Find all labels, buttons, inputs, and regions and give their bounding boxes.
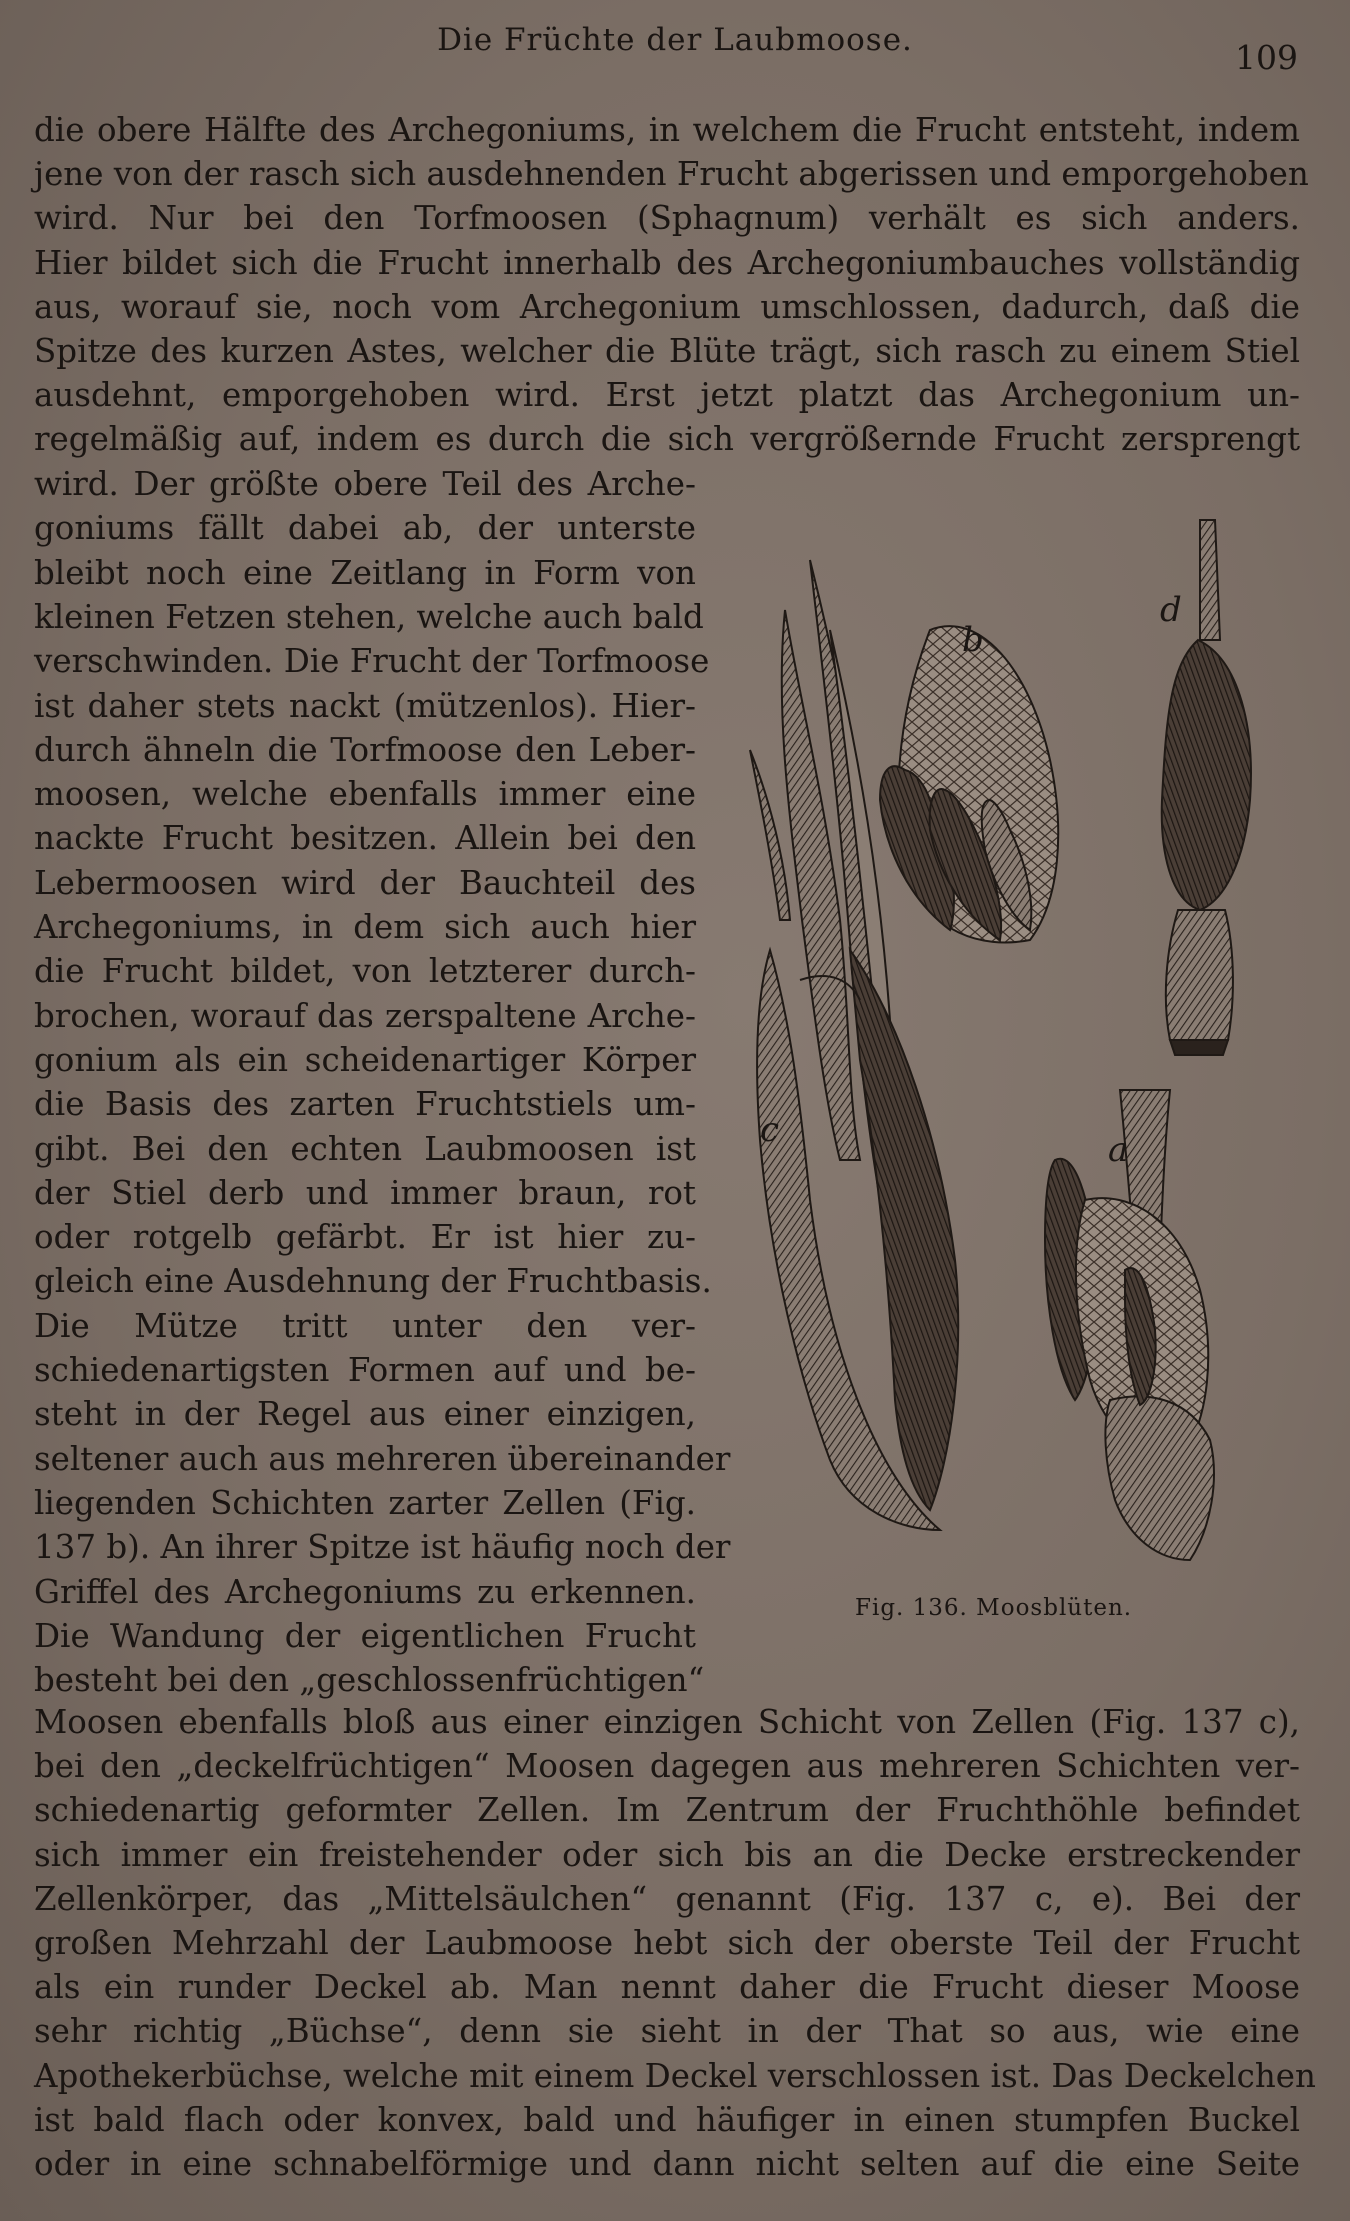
text-line: regelmäßig auf, indem es durch die sich vergrößernde Frucht zersprengt bbox=[34, 420, 1300, 459]
text-line: oder in eine schnabelförmige und dann nicht selten auf die eine Seite bbox=[34, 2145, 1300, 2183]
text-line: ist daher stets nackt (mützenlos). Hier- bbox=[34, 686, 696, 725]
text-line: besteht bei den „geschlossenfrüchtigen“ bbox=[34, 1661, 705, 1700]
text-line: Lebermoosen wird der Bauchteil des bbox=[34, 863, 696, 902]
text-line: schiedenartigsten Formen auf und be- bbox=[34, 1351, 696, 1389]
text-line: wird. Nur bei den Torfmoosen (Sphagnum) verhält es sich anders. bbox=[34, 199, 1300, 238]
text-line: steht in der Regel aus einer einzigen, bbox=[34, 1395, 696, 1434]
figure-part-a bbox=[1045, 1090, 1214, 1560]
figure-label-d: d bbox=[1160, 590, 1182, 630]
text-line: sich immer ein freistehender oder sich bis an die Decke erstreckender bbox=[34, 1835, 1300, 1874]
text-line: oder rotgelb gefärbt. Er ist hier zu- bbox=[34, 1218, 696, 1257]
text-line: moosen, welche ebenfalls immer eine bbox=[34, 775, 696, 814]
text-line: als ein runder Deckel ab. Man nennt daher die Frucht dieser Moose bbox=[34, 1968, 1300, 2007]
text-line: seltener auch aus mehreren übereinander bbox=[34, 1439, 731, 1478]
text-line: sehr richtig „Büchse“, denn sie sieht in der That so aus, wie eine bbox=[34, 2012, 1300, 2051]
text-line: gibt. Bei den echten Laubmoosen ist bbox=[34, 1129, 696, 1168]
text-line: Die Wandung der eigentlichen Frucht bbox=[34, 1616, 696, 1655]
text-line: Apothekerbüchse, welche mit einem Deckel verschlossen ist. Das Deckelchen bbox=[34, 2056, 1316, 2095]
figure-label-c: c bbox=[760, 1110, 780, 1150]
text-line: bei den „deckelfrüchtigen“ Moosen dagegen aus mehreren Schichten ver- bbox=[34, 1747, 1300, 1786]
text-line: brochen, worauf das zerspaltene Arche- bbox=[34, 996, 696, 1035]
text-line: Die Mütze tritt unter den ver- bbox=[34, 1306, 696, 1345]
text-line: nackte Frucht besitzen. Allein bei den bbox=[34, 819, 696, 858]
text-line: ausdehnt, emporgehoben wird. Erst jetzt platzt das Archegonium un- bbox=[34, 376, 1300, 415]
text-line: Zellenkörper, das „Mittelsäulchen“ genannt (Fig. 137 c, e). Bei der bbox=[34, 1879, 1300, 1918]
text-line: die Frucht bildet, von letzterer durch- bbox=[34, 952, 696, 991]
figure-part-b bbox=[880, 626, 1058, 942]
text-line: Spitze des kurzen Astes, welcher die Blüte trägt, sich rasch zu einem Stiel bbox=[34, 332, 1300, 370]
text-line: wird. Der größte obere Teil des Arche- bbox=[34, 465, 696, 503]
text-line: Archegoniums, in dem sich auch hier bbox=[34, 908, 696, 946]
page-number: 109 bbox=[1235, 38, 1298, 77]
text-line: gonium als ein scheidenartiger Körper bbox=[34, 1040, 696, 1079]
figure-caption: Fig. 136. Moosblüten. bbox=[855, 1595, 1133, 1621]
text-line: liegenden Schichten zarter Zellen (Fig. bbox=[34, 1483, 696, 1522]
moss-illustration bbox=[730, 500, 1290, 1590]
text-line: durch ähneln die Torfmoose den Leber- bbox=[34, 730, 696, 769]
text-line: großen Mehrzahl der Laubmoose hebt sich der oberste Teil der Frucht bbox=[34, 1924, 1300, 1962]
text-line: goniums fällt dabei ab, der unterste bbox=[34, 509, 696, 548]
text-line: Griffel des Archegoniums zu erkennen. bbox=[34, 1572, 696, 1611]
text-line: Hier bildet sich die Frucht innerhalb des Archegoniumbauches vollständig bbox=[34, 243, 1300, 282]
text-line: verschwinden. Die Frucht der Torfmoose bbox=[34, 642, 710, 681]
text-line: die Basis des zarten Fruchtstiels um- bbox=[34, 1085, 696, 1124]
text-line: bleibt noch eine Zeitlang in Form von bbox=[34, 553, 696, 592]
text-line: kleinen Fetzen stehen, welche auch bald bbox=[34, 597, 704, 636]
text-line: ist bald flach oder konvex, bald und häufiger in einen stumpfen Buckel bbox=[34, 2100, 1300, 2139]
text-line: schiedenartig geformter Zellen. Im Zentrum der Fruchthöhle befindet bbox=[34, 1791, 1300, 1830]
text-line: die obere Hälfte des Archegoniums, in welchem die Frucht entsteht, indem bbox=[34, 111, 1300, 149]
running-header: Die Früchte der Laubmoose. bbox=[437, 22, 913, 58]
text-line: der Stiel derb und immer braun, rot bbox=[34, 1173, 696, 1212]
figure-label-a: a bbox=[1108, 1130, 1129, 1170]
text-line: gleich eine Ausdehnung der Fruchtbasis. bbox=[34, 1262, 712, 1301]
text-line: jene von der rasch sich ausdehnenden Frucht abgerissen und emporgehoben bbox=[34, 155, 1309, 194]
text-line: Moosen ebenfalls bloß aus einer einzigen Schicht von Zellen (Fig. 137 c), bbox=[34, 1703, 1300, 1741]
text-line: aus, worauf sie, noch vom Archegonium umschlossen, dadurch, daß die bbox=[34, 287, 1300, 326]
figure-label-b: b bbox=[962, 620, 984, 660]
text-line: 137 b). An ihrer Spitze ist häufig noch der bbox=[34, 1528, 731, 1567]
moss-flowers-figure bbox=[730, 500, 1290, 1590]
